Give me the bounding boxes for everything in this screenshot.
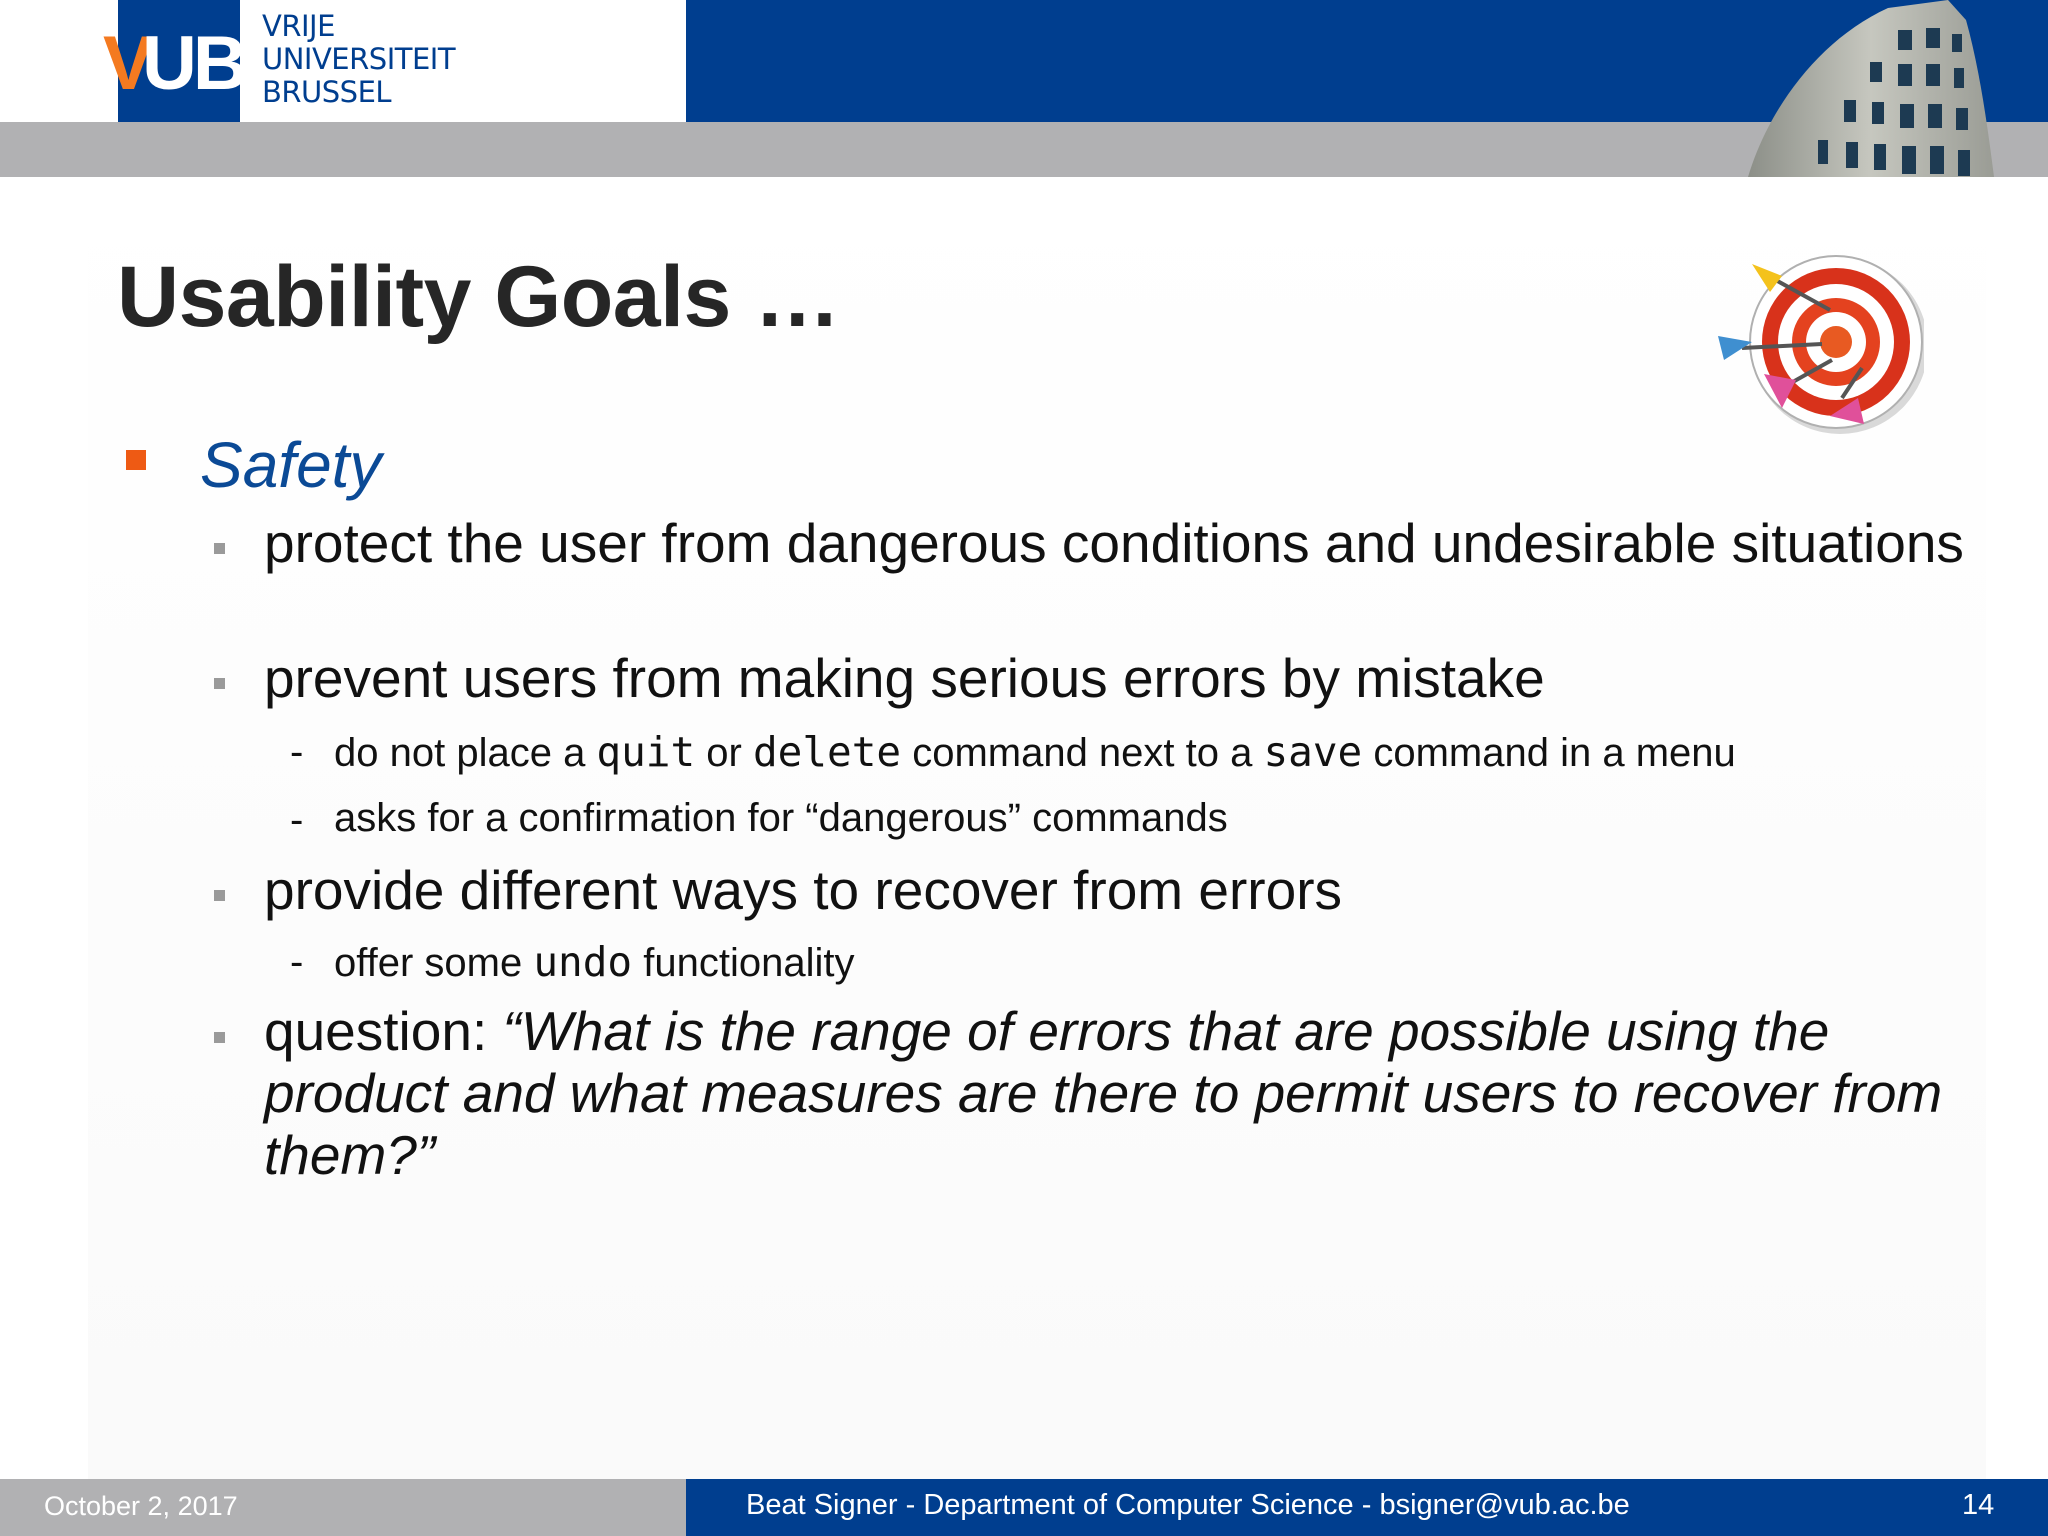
slide-title: Usability Goals … [117,249,840,345]
level3-dash: - [290,940,304,984]
level2-bullet-icon [214,890,225,901]
text-fragment: do not place a [334,731,597,775]
code-delete: delete [752,728,902,776]
item-question [264,1000,1944,1186]
subitem-command-placement [334,728,1736,776]
item-protect-user: protect the user from dangerous conditions and undesirable situations [264,512,1964,574]
subitem-confirmation: asks for a confirmation for “dangerous” commands [334,796,1228,840]
text-fragment: offer some [334,941,534,985]
level3-dash: - [290,730,304,774]
level3-dash: - [290,798,304,842]
dartboard-target-icon [1712,248,1924,444]
text-fragment: or [695,731,753,775]
level2-bullet-icon [214,1032,225,1043]
item-recover-errors: provide different ways to recover from errors [264,859,1343,921]
logo-line-vrije: VRIJE [262,9,335,43]
vub-logo-v: V [103,21,148,106]
code-quit: quit [596,728,696,776]
code-save: save [1263,728,1363,776]
text-fragment: command in a menu [1362,731,1736,775]
level2-bullet-icon [214,678,225,689]
item-prevent-errors: prevent users from making serious errors by mistake [264,647,1545,709]
header-gray-band [0,122,2048,177]
subitem-undo [334,938,854,986]
vub-logo-text [262,10,455,109]
vub-logo-ub: UB [142,21,244,106]
logo-line-universiteit: UNIVERSITEIT [262,42,456,76]
question-quote: “What is the range of errors that are possible using the product and what measures are there to permit users to recover from them?” [264,1000,1943,1186]
level2-bullet-icon [214,543,225,554]
bullet-safety: Safety [200,429,382,501]
page-number: 14 [1962,1489,1995,1521]
text-fragment: functionality [632,941,855,985]
footer-date: October 2, 2017 [44,1491,238,1521]
building-photo [1748,0,2000,177]
footer-author: Beat Signer - Department of Computer Science - bsigner@vub.ac.be [746,1489,1630,1521]
level1-bullet-icon [126,450,146,470]
code-undo: undo [533,938,633,986]
question-prefix: question: [264,1000,503,1062]
text-fragment: command next to a [901,731,1264,775]
logo-line-brussel: BRUSSEL [262,75,392,109]
